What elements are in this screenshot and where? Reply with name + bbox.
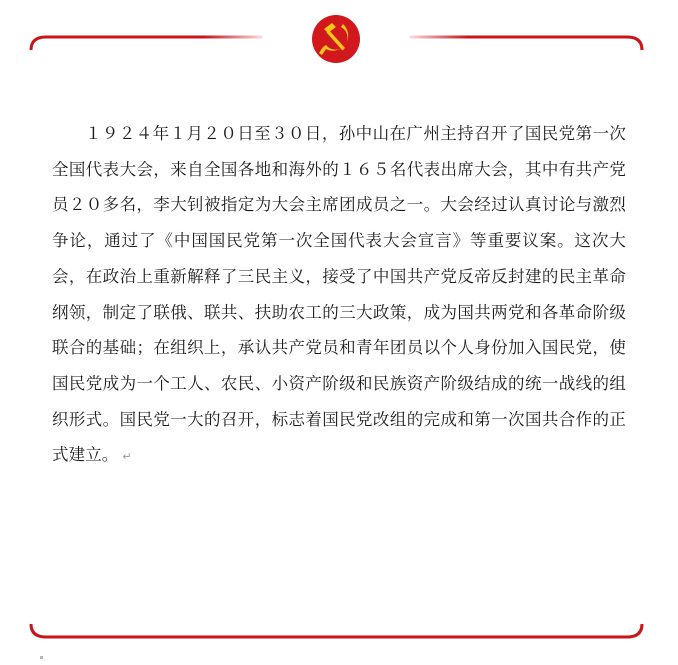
article-text: １９２４年１月２０日至３０日，孙中山在广州主持召开了国民党第一次全国代表大会，来自全国各地和海外的１６５名代表出席大会，其中有共产党员２０多名，李大钊被指定为大会主席团成员之一。大会经过认真讨论与激烈争论，通过了《中国国民党第一次全国代表大会宣言》等重要议案。这次大会，在政治上重新解释了三民主义，接受了中国共产党反帝反封建的民主革命纲领，制定了联俄、联共、扶助农工的三大政策，成为国共两党和各革命阶级联合的基础；在组织上，承认共产党员和青年团员以个人身份加入国民党，使国民党成为一个工人、农民、小资产阶级和民族资产阶级结成的统一战线的组织形式。国民党一大的召开，标志着国民党改组的完成和第一次国共合作的正式建立。 — [52, 124, 626, 465]
paragraph-mark: ↵ — [122, 450, 132, 464]
bottom-frame-line — [31, 624, 642, 637]
corner-dot — [40, 656, 43, 659]
